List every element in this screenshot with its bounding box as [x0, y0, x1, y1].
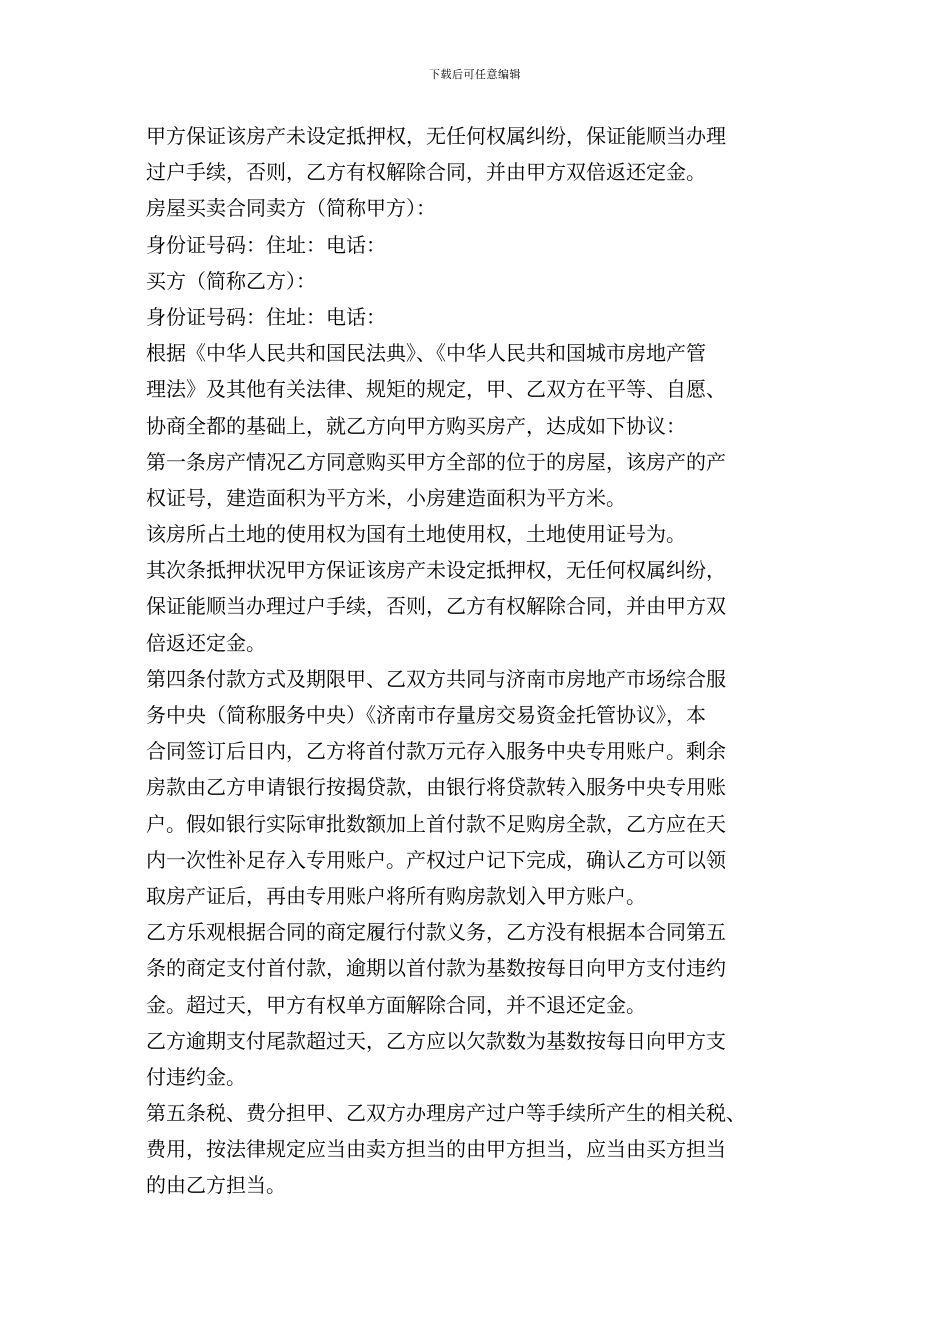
text-line: 协商全都的基础上，就乙方向甲方购买房产，达成如下协议：	[146, 413, 686, 438]
text-line: 付违约金。	[146, 1064, 246, 1089]
text-line: 乙方乐观根据合同的商定履行付款义务，乙方没有根据本合同第五	[146, 920, 726, 945]
text-line: 条的商定支付首付款，逾期以首付款为基数按每日向甲方支付违约	[146, 956, 726, 981]
text-line: 权证号，建造面积为平方米，小房建造面积为平方米。	[146, 485, 626, 510]
text-line: 费用，按法律规定应当由卖方担当的由甲方担当，应当由买方担当	[146, 1137, 726, 1162]
text-line: 身份证号码：住址：电话：	[146, 304, 386, 329]
text-line: 理法》及其他有关法律、规矩的规定，甲、乙双方在平等、自愿、	[146, 377, 726, 402]
text-line: 的由乙方担当。	[146, 1173, 286, 1198]
text-line: 房屋买卖合同卖方（简称甲方）：	[146, 196, 436, 221]
text-line: 根据《中华人民共和国民法典》、《中华人民共和国城市房地产管	[146, 341, 706, 366]
text-line: 房款由乙方申请银行按揭贷款，由银行将贷款转入服务中央专用账	[146, 775, 726, 800]
page-header: 下载后可任意编辑	[429, 68, 521, 81]
text-line: 其次条抵押状况甲方保证该房产未设定抵押权，无任何权属纠纷，	[146, 558, 726, 583]
text-line: 买方（简称乙方）：	[146, 268, 316, 293]
text-line: 乙方逾期支付尾款超过天，乙方应以欠款数为基数按每日向甲方支	[146, 1028, 726, 1053]
text-line: 户。假如银行实际审批数额加上首付款不足购房全款，乙方应在天	[146, 811, 726, 836]
text-line: 身份证号码：住址：电话：	[146, 232, 386, 257]
text-line: 第一条房产情况乙方同意购买甲方全部的位于的房屋，该房产的产	[146, 449, 726, 474]
text-line: 第四条付款方式及期限甲、乙双方共同与济南市房地产市场综合服	[146, 666, 726, 691]
text-line: 金。超过天，甲方有权单方面解除合同，并不退还定金。	[146, 992, 646, 1017]
text-line: 合同签订后日内，乙方将首付款万元存入服务中央专用账户。剩余	[146, 739, 726, 764]
text-line: 务中央（简称服务中央）《济南市存量房交易资金托管协议》，本	[146, 703, 706, 727]
text-line: 第五条税、费分担甲、乙双方办理房产过户等手续所产生的相关税、	[146, 1101, 746, 1126]
text-line: 倍返还定金。	[146, 630, 266, 655]
text-line: 内一次性补足存入专用账户。产权过户记下完成，确认乙方可以领	[146, 847, 726, 872]
text-line: 过户手续，否则，乙方有权解除合同，并由甲方双倍返还定金。	[146, 160, 706, 185]
contract-body	[146, 118, 816, 1204]
text-line: 取房产证后，再由专用账户将所有购房款划入甲方账户。	[146, 883, 646, 908]
text-line: 甲方保证该房产未设定抵押权，无任何权属纠纷，保证能顺当办理	[146, 124, 726, 148]
text-line: 该房所占土地的使用权为国有土地使用权，土地使用证号为。	[146, 522, 686, 547]
text-line: 保证能顺当办理过户手续，否则，乙方有权解除合同，并由甲方双	[146, 594, 726, 619]
